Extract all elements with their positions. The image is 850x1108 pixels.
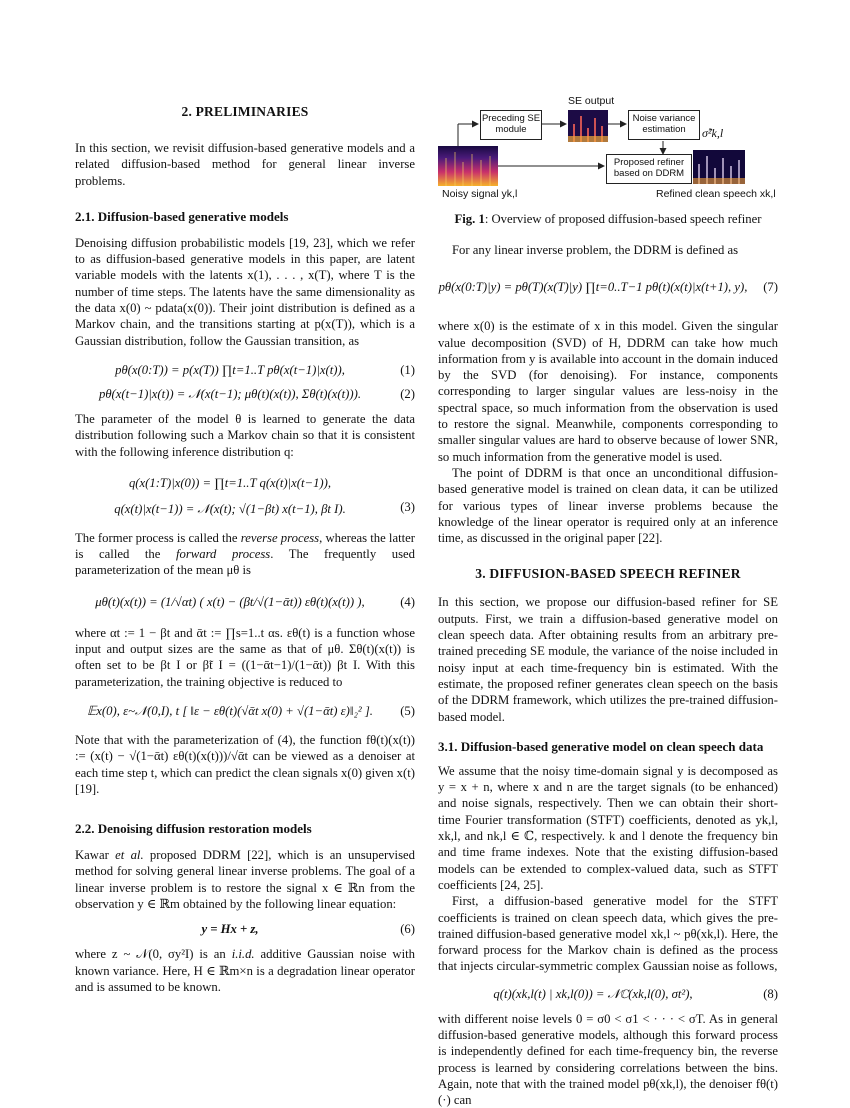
p6-text-b: proposed DDRM [22], which is an unsupervised method for solving general linear inverse problems. The goal of a linear inverse problem is to restore the signal x ∈ ℝn from the observation y ∈ ℝm obtained by the following linear equation: (75, 848, 415, 912)
paragraph-alpha: where αt := 1 − βt and ᾱt := ∏s=1..t αs. εθ(t) is a function whose input and output sizes are the same as that of μθ. Σθ(t)(x(t)) is often set to be βt I or β̃t I = ((1−ᾱt−1)/(1−ᾱt)) βt I. With this parameterization, the training objective is reduced to (75, 625, 415, 689)
intro-paragraph: In this section, we revisit diffusion-based generative models and a related diffusion-based method for general linear inverse problems. (75, 141, 415, 188)
p3-text-c: . The frequently used parameterization of the mean μθ is (75, 547, 415, 578)
noise-variance-estimation-box: Noise variance estimation (628, 110, 700, 140)
equation-7-number: (7) (763, 280, 778, 295)
p3-text-b: , whereas the latter is called the (75, 530, 415, 562)
paragraph-svd: where x(0) is the estimate of x in this model. Given the singular value decomposition (SVD) of H, DDRM can take how much information from y is available into account in the domain induced by the SVD (for denoising). For instance, components corresponding to larger singular values are less-noisy in the spectral space, so much information from the observation is used to restore the signal. Meanwhile, components corresponding to smaller singular values are hard to observe because of lower SNR, so much information from the generative model is used. (438, 319, 778, 464)
paragraph-ddrm-definition: For any linear inverse problem, the DDRM is defined as (452, 243, 739, 257)
equation-4 (75, 593, 415, 611)
se-output-label: SE output (568, 95, 615, 107)
left-column (75, 100, 415, 995)
figure-1-caption (438, 212, 778, 227)
reverse-process-term: reverse process (240, 530, 320, 545)
noisy-signal-label: Noisy signal yk,l (442, 188, 518, 200)
section-3-title: 3. DIFFUSION-BASED SPEECH REFINER (475, 566, 741, 582)
paragraph-ddrm (75, 847, 415, 912)
paragraph-assumption: We assume that the noisy time-domain signal y is decomposed as y = x + n, where x and n are the target signals (to be enhanced) and noise signals, respectively. Then we can obtain their short-time Fourier transformation (STFT) coefficients, denoted as yk,l, xk,l, and nk,l ∈ ℂ, respectively. k and l denote the frequency bin and time frame indexes. Note that the existing diffusion-based models can be extended to complex-valued data, such as STFT coefficients [24, 25]. (438, 763, 778, 892)
equation-1-number: (1) (400, 362, 415, 377)
subsection-2-2-title: 2.2. Denoising diffusion restoration models (75, 821, 312, 837)
p7-text-b: additive Gaussian noise with known variance. Here, H ∈ ℝm×n is a degradation linear operator and is assumed to be known. (75, 947, 415, 994)
equation-5-body: 𝔼x(0), ε~𝒩(0,I), t [ ‖ε − εθ(t)(√ᾱt x(0) + √(1−ᾱt) ε)‖₂² ]. (87, 703, 373, 718)
section-2-title: 2. PRELIMINARIES (181, 104, 309, 119)
equation-4-body: μθ(t)(x(t)) = (1/√αt) ( x(t) − (βt/√(1−ᾱt)) εθ(t)(x(t)) ), (95, 594, 365, 609)
equation-2-number: (2) (400, 386, 415, 401)
equation-1 (75, 361, 415, 379)
figure-1-label: Fig. 1 (454, 212, 485, 226)
paragraph-parameter: The parameter of the model θ is learned to generate the data distribution following such a Markov chain so that it is consistent with the following inference distribution q: (75, 411, 415, 459)
forward-process-term: forward process (175, 547, 271, 562)
equation-8-number: (8) (763, 986, 778, 1001)
refined-spectrogram-image (693, 150, 745, 184)
paragraph-denoiser: Note that with the parameterization of (4), the function fθ(t)(x(t)) := (x(t) − √(1−ᾱt) εθ(t)(x(t)))/√ᾱt can be viewed as a denoiser at each time step t, which can predict the clean signals x(0) given x(t) [19]. (75, 732, 415, 796)
equation-6-number: (6) (400, 922, 415, 937)
noisy-spectrogram-image (438, 146, 498, 186)
equation-2 (75, 385, 415, 403)
subsection-3-1-title: 3.1. Diffusion-based generative model on clean speech data (438, 738, 764, 754)
sigma-hat-label: σ̂²k,l (702, 126, 724, 140)
paragraph-processes (75, 530, 415, 579)
figure-1-caption-text: : Overview of proposed diffusion-based speech refiner (484, 212, 762, 226)
paragraph-ddrm-point: The point of DDRM is that once an unconditional diffusion-based generative model is trained on clean data, it can be utilized for various types of linear inverse problems because the knowledge of the linear operator is required only at an inference time, as discussed in the original paper [22]. (438, 465, 778, 546)
right-column (438, 242, 778, 1108)
subsection-2-1-title: 2.1. Diffusion-based generative models (75, 208, 289, 224)
equation-5-number: (5) (400, 703, 415, 718)
proposed-refiner-box: Proposed refiner based on DDRM (606, 154, 692, 184)
preceding-se-module-box: Preceding SE module (480, 110, 542, 140)
equation-4-number: (4) (400, 594, 415, 609)
se-output-spectrogram-image (568, 110, 608, 142)
equation-3-number: (3) (400, 499, 415, 514)
equation-6-body: y = Hx + z, (201, 922, 259, 937)
et-al: et al. (115, 848, 144, 863)
equation-1-body: pθ(x(0:T)) = p(x(T)) ∏t=1..T pθ(x(t−1)|x(t)), (115, 362, 345, 377)
refined-clean-speech-label: Refined clean speech xk,l (656, 188, 776, 200)
equation-3 (75, 470, 415, 522)
paragraph-noise (75, 946, 415, 995)
paragraph-ddpm: Denoising diffusion probabilistic models [19, 23], which we refer to as diffusion-based generative models in this paper, are latent variable models with the latents x(1), . . . , x(T), where T is the number of time steps. The latents have the same dimensionality as the data x(0) ~ pdata(x(0)). Their joint distribution is defined as a Markov chain, and the transitions starting at p(x(T)), which is a Gaussian distribution, follow the Gaussian transition, as (75, 235, 415, 348)
equation-7 (438, 278, 778, 296)
p6-text-a: Kawar (75, 848, 116, 863)
figure-1 (438, 95, 778, 218)
p3-text-a: The former process is called the (75, 530, 241, 545)
paragraph-section3-intro: In this section, we propose our diffusion-based refiner for SE outputs. First, we train a diffusion-based generative model on clean speech data. After obtaining results from an arbitrary pre-trained preceding SE module, the variance of the noise included in noisy input at each time-frequency bin is estimated. With the estimate, the proposed refiner generates clean speech on the basis of the DDRM framework, which utilizes the pre-trained diffusion-based model. (438, 595, 778, 724)
paragraph-forward-process: First, a diffusion-based generative model for the STFT coefficients is trained on clean speech data, which gives the pre-trained diffusion-based generative model xk,l ~ pθ(xk,l). Here, the forward process for the Markov chain is defined as the process that injects circular-symmetric complex Gaussian noise as follows, (438, 894, 778, 974)
equation-7-body: pθ(x(0:T)|y) = pθ(T)(x(T)|y) ∏t=0..T−1 pθ(t)(x(t)|x(t+1), y), (438, 280, 748, 295)
equation-6 (75, 920, 415, 938)
paragraph-noise-levels: with different noise levels 0 = σ0 < σ1 < · · · < σT. As in general diffusion-based generative models, although this forward process is independently defined for each time-frequency bin, the reverse process is learned by considering correlations between the bins. Again, note that with the trained model pθ(xk,l), the denoiser fθ(t)(·) can (438, 1011, 778, 1108)
equation-3a-body: q(x(1:T)|x(0)) = ∏t=1..T q(x(t)|x(t−1)), (128, 475, 332, 490)
equation-3b-body: q(x(t)|x(t−1)) = 𝒩(x(t); √(1−βt) x(t−1), βt I). (114, 501, 346, 516)
equation-2-body: pθ(x(t−1)|x(t)) = 𝒩(x(t−1); μθ(t)(x(t)), Σθ(t)(x(t))). (98, 386, 361, 401)
equation-8 (438, 985, 778, 1003)
p7-text-a: where z ~ 𝒩(0, σy²I) is an (75, 947, 232, 962)
iid-term: i.i.d. (231, 947, 255, 962)
equation-5 (75, 702, 415, 720)
equation-8-body: q(t)(xk,l(t) | xk,l(0)) = 𝒩ℂ(xk,l(0), σt²), (493, 986, 693, 1001)
